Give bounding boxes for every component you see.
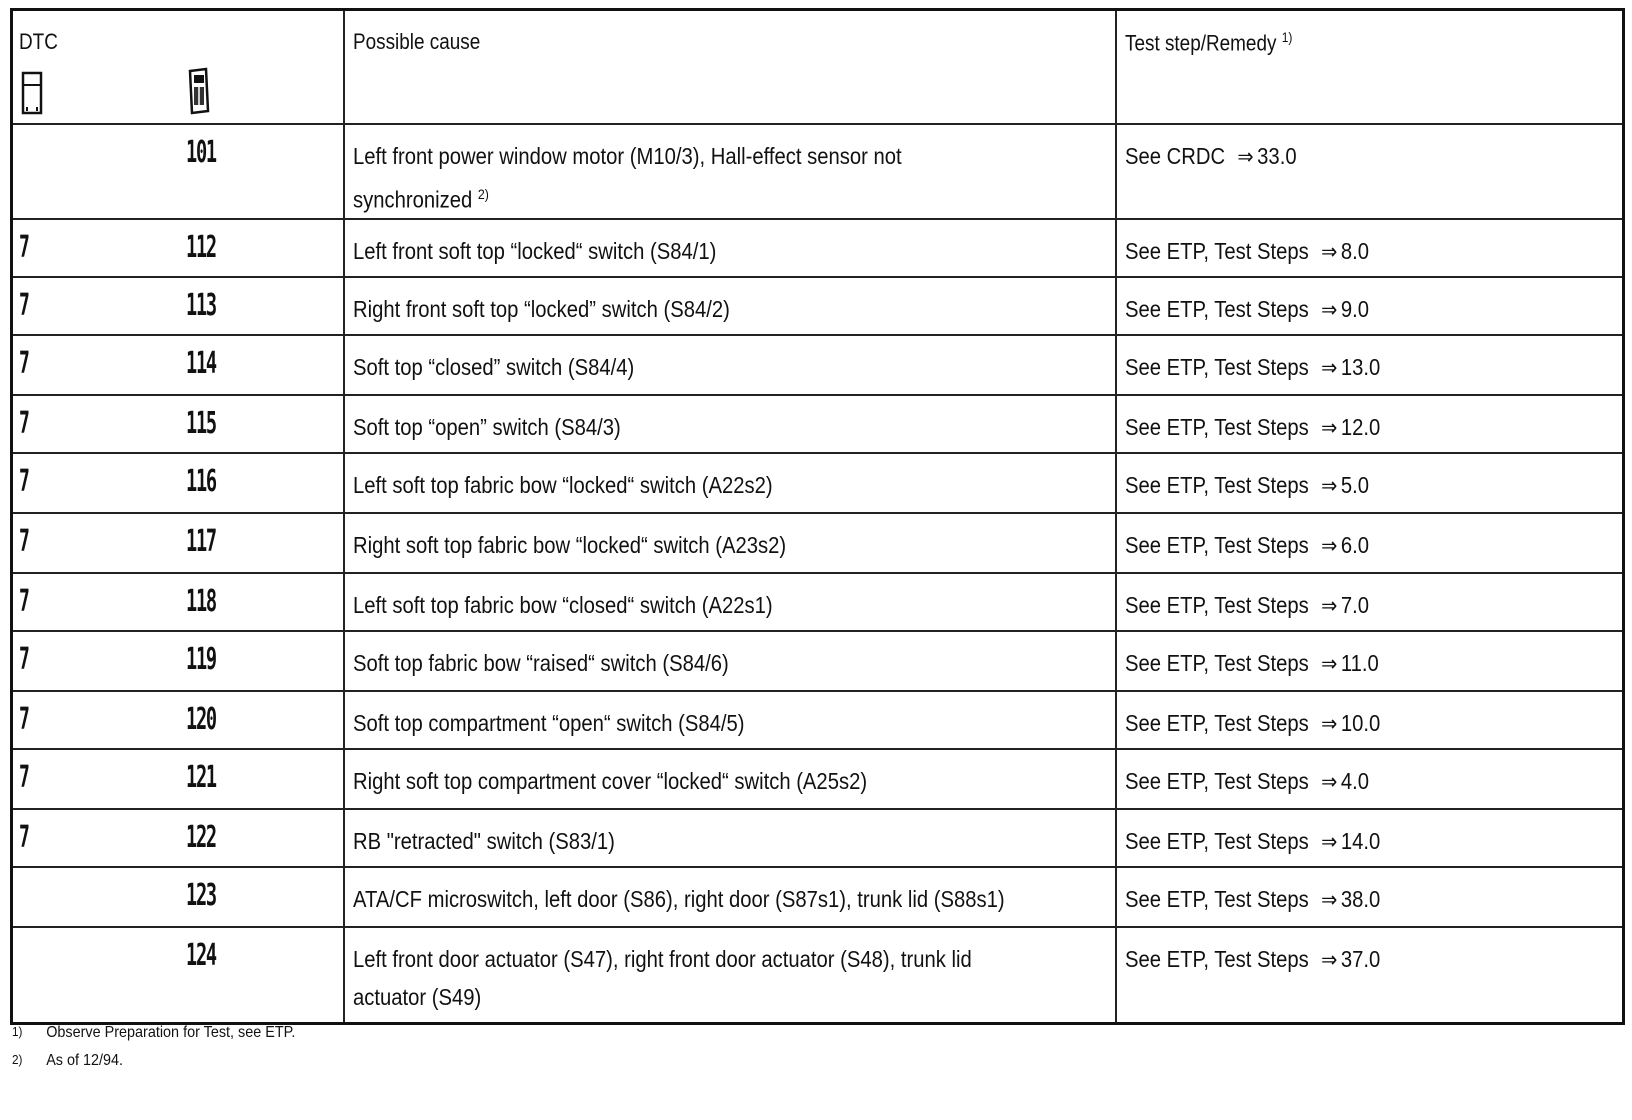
arrow-right-icon: ⇒	[1320, 947, 1337, 973]
possible-cause-text	[353, 704, 1103, 742]
led-cell	[12, 867, 172, 927]
cause-line-2: actuator (S49)	[352, 984, 481, 1011]
table-row	[12, 335, 1624, 395]
table-row	[12, 927, 1624, 1023]
table-row	[12, 809, 1624, 867]
cause-cell	[344, 867, 1116, 927]
arrow-right-icon: ⇒	[1320, 829, 1337, 855]
remedy-cell	[1116, 631, 1624, 691]
remedy-text: See ETP, Test Steps	[1124, 710, 1309, 737]
dtc-code: 120	[185, 702, 216, 738]
possible-cause-text	[353, 940, 1103, 1016]
cause-line-1: Left front door actuator (S47), right front door actuator (S48), trunk lid	[352, 946, 972, 973]
dtc-code-cell	[172, 513, 344, 573]
remedy-cell	[1116, 573, 1624, 631]
test-step-number: 10.0	[1340, 710, 1380, 737]
remedy-cell	[1116, 219, 1624, 277]
arrow-right-icon: ⇒	[1320, 297, 1337, 323]
dtc-code-cell	[172, 219, 344, 277]
cause-cell	[344, 277, 1116, 335]
cause-cell	[344, 124, 1116, 220]
dtc-code: 119	[185, 642, 216, 678]
test-step-number: 11.0	[1340, 650, 1379, 677]
test-step-number: 5.0	[1340, 472, 1369, 499]
arrow-right-icon: ⇒	[1236, 143, 1254, 169]
remedy-cell	[1116, 124, 1624, 220]
table-row	[12, 513, 1624, 573]
table-header-row	[12, 10, 1624, 124]
table-row	[12, 691, 1624, 749]
led-cell	[12, 124, 172, 220]
led-blink-code: 7	[19, 288, 30, 324]
led-cell	[12, 573, 172, 631]
ecu-module-icon	[21, 71, 43, 115]
remedy-text: See ETP, Test Steps	[1124, 532, 1309, 559]
header-cause-cell	[344, 10, 1116, 124]
led-blink-code: 7	[19, 642, 30, 678]
cause-line-1: Left front soft top “locked“ switch (S84/1)	[352, 238, 716, 265]
handheld-tester-icon	[186, 67, 212, 115]
cause-line-1: Left front power window motor (M10/3), Hall-effect sensor not	[352, 142, 902, 169]
remedy-cell	[1116, 867, 1624, 927]
cause-cell	[344, 809, 1116, 867]
cause-line-1: Soft top “closed” switch (S84/4)	[352, 354, 634, 381]
possible-cause-text	[353, 586, 1103, 624]
dtc-code: 118	[185, 584, 216, 620]
table-row	[12, 867, 1624, 927]
dtc-code-cell	[172, 453, 344, 513]
remedy-cell	[1116, 749, 1624, 809]
arrow-right-icon: ⇒	[1320, 769, 1337, 795]
possible-cause-text	[353, 880, 1103, 918]
cause-line-1: Soft top compartment “open“ switch (S84/5)	[352, 710, 744, 737]
cause-cell	[344, 927, 1116, 1023]
dtc-code: 115	[185, 406, 216, 442]
led-blink-code: 7	[19, 464, 30, 500]
remedy-text: See ETP, Test Steps	[1124, 414, 1309, 441]
remedy-text: See ETP, Test Steps	[1124, 296, 1309, 323]
remedy-text: See ETP, Test Steps	[1124, 828, 1309, 855]
table-row	[12, 219, 1624, 277]
remedy-cell	[1116, 277, 1624, 335]
remedy-text: See ETP, Test Steps	[1124, 768, 1309, 795]
test-step-number: 38.0	[1340, 886, 1380, 913]
led-cell	[12, 927, 172, 1023]
dtc-code: 124	[185, 938, 216, 974]
remedy-text: See ETP, Test Steps	[1124, 472, 1309, 499]
cause-cell	[344, 513, 1116, 573]
led-cell	[12, 809, 172, 867]
possible-cause-text	[353, 290, 1103, 328]
cause-line-1: Left soft top fabric bow “locked“ switch (A22s2)	[352, 472, 773, 499]
cause-line-1: RB "retracted" switch (S83/1)	[352, 828, 615, 855]
cause-line-1: Soft top “open” switch (S84/3)	[352, 414, 621, 441]
dtc-code: 122	[185, 820, 216, 856]
dtc-code-cell	[172, 335, 344, 395]
cause-cell	[344, 573, 1116, 631]
header-remedy-label: Test step/Remedy	[1124, 30, 1276, 56]
header-tester-cell	[172, 10, 344, 124]
cause-line-1: Right front soft top “locked” switch (S84/2)	[352, 296, 730, 323]
dtc-code-cell	[172, 927, 344, 1023]
test-step-number: 6.0	[1340, 532, 1369, 559]
footnote-1-number: 1)	[12, 1024, 23, 1039]
arrow-right-icon: ⇒	[1320, 651, 1337, 677]
header-dtc-label: DTC	[19, 29, 58, 54]
possible-cause-text	[353, 822, 1103, 860]
cause-footnote-ref: 2)	[477, 185, 489, 202]
dtc-code: 121	[185, 760, 216, 796]
possible-cause-text	[353, 762, 1103, 800]
header-possible-cause: Possible cause	[352, 29, 480, 54]
footnote-2-number: 2)	[12, 1052, 23, 1067]
possible-cause-text	[353, 348, 1103, 386]
possible-cause-text	[353, 137, 1103, 219]
possible-cause-text	[353, 466, 1103, 504]
remedy-text: See ETP, Test Steps	[1124, 238, 1309, 265]
cause-cell	[344, 453, 1116, 513]
led-cell	[12, 691, 172, 749]
possible-cause-text	[353, 408, 1103, 446]
remedy-cell	[1116, 809, 1624, 867]
cause-line-2: synchronized	[352, 186, 472, 213]
led-cell	[12, 631, 172, 691]
arrow-right-icon: ⇒	[1320, 887, 1337, 913]
table-row	[12, 453, 1624, 513]
dtc-code-cell	[172, 749, 344, 809]
cause-line-1: ATA/CF microswitch, left door (S86), right door (S87s1), trunk lid (S88s1)	[352, 886, 1005, 913]
table-row	[12, 277, 1624, 335]
table-body	[12, 124, 1624, 1024]
dtc-code: 116	[185, 464, 216, 500]
test-step-number: 9.0	[1340, 296, 1369, 323]
remedy-text: See CRDC	[1124, 142, 1225, 169]
led-cell	[12, 335, 172, 395]
test-step-number: 13.0	[1340, 354, 1380, 381]
cause-line-1: Soft top fabric bow “raised“ switch (S84/6)	[352, 650, 729, 677]
dtc-code: 114	[185, 346, 216, 382]
remedy-cell	[1116, 395, 1624, 453]
cause-cell	[344, 631, 1116, 691]
possible-cause-text	[353, 232, 1103, 270]
dtc-code: 113	[185, 288, 216, 324]
test-step-number: 7.0	[1340, 592, 1369, 619]
dtc-code-cell	[172, 809, 344, 867]
header-remedy-cell	[1116, 10, 1624, 124]
test-step-number: 12.0	[1340, 414, 1380, 441]
remedy-text: See ETP, Test Steps	[1124, 650, 1309, 677]
remedy-cell	[1116, 691, 1624, 749]
table-row	[12, 124, 1624, 220]
led-cell	[12, 219, 172, 277]
cause-line-1: Right soft top compartment cover “locked“ switch (A25s2)	[352, 768, 867, 795]
led-blink-code: 7	[19, 230, 30, 266]
possible-cause-text	[353, 526, 1103, 564]
header-dtc-cell	[12, 10, 172, 124]
remedy-cell	[1116, 927, 1624, 1023]
dtc-code: 112	[185, 230, 216, 266]
led-blink-code: 7	[19, 820, 30, 856]
possible-cause-text	[353, 644, 1103, 682]
footnote-1-text: Observe Preparation for Test, see ETP.	[46, 1024, 296, 1041]
dtc-code: 123	[185, 878, 216, 914]
cause-cell	[344, 395, 1116, 453]
dtc-code-cell	[172, 691, 344, 749]
dtc-code-cell	[172, 124, 344, 220]
led-blink-code: 7	[19, 584, 30, 620]
cause-line-1: Right soft top fabric bow “locked“ switch (A23s2)	[352, 532, 786, 559]
dtc-code-cell	[172, 573, 344, 631]
remedy-text: See ETP, Test Steps	[1124, 886, 1309, 913]
footnote-2-text: As of 12/94.	[46, 1052, 124, 1069]
remedy-text: See ETP, Test Steps	[1124, 592, 1309, 619]
test-step-number: 33.0	[1256, 142, 1297, 169]
remedy-text: See ETP, Test Steps	[1124, 946, 1309, 973]
dtc-table	[10, 8, 1625, 1025]
dtc-code-cell	[172, 867, 344, 927]
dtc-code-cell	[172, 277, 344, 335]
header-remedy-note: 1)	[1281, 29, 1292, 45]
dtc-code: 117	[185, 524, 216, 560]
remedy-cell	[1116, 335, 1624, 395]
test-step-number: 8.0	[1340, 238, 1369, 265]
footnote-1	[12, 1024, 295, 1042]
cause-cell	[344, 749, 1116, 809]
test-step-number: 37.0	[1340, 946, 1380, 973]
header-remedy	[1125, 29, 1292, 56]
arrow-right-icon: ⇒	[1320, 533, 1337, 559]
cause-cell	[344, 335, 1116, 395]
footnote-2	[12, 1052, 123, 1070]
dtc-code: 101	[185, 134, 216, 170]
led-blink-code: 7	[19, 760, 30, 796]
dtc-code-cell	[172, 395, 344, 453]
table-row	[12, 395, 1624, 453]
test-step-number: 4.0	[1340, 768, 1369, 795]
arrow-right-icon: ⇒	[1320, 239, 1337, 265]
cause-line-1: Left soft top fabric bow “closed“ switch (A22s1)	[352, 592, 773, 619]
dtc-code-cell	[172, 631, 344, 691]
led-cell	[12, 749, 172, 809]
arrow-right-icon: ⇒	[1320, 593, 1337, 619]
led-cell	[12, 395, 172, 453]
table-row	[12, 631, 1624, 691]
led-blink-code: 7	[19, 406, 30, 442]
led-blink-code: 7	[19, 524, 30, 560]
remedy-cell	[1116, 453, 1624, 513]
table-row	[12, 573, 1624, 631]
led-cell	[12, 453, 172, 513]
remedy-cell	[1116, 513, 1624, 573]
table-row	[12, 749, 1624, 809]
arrow-right-icon: ⇒	[1320, 355, 1337, 381]
arrow-right-icon: ⇒	[1320, 473, 1337, 499]
led-blink-code: 7	[19, 346, 30, 382]
arrow-right-icon: ⇒	[1320, 711, 1337, 737]
led-cell	[12, 513, 172, 573]
arrow-right-icon: ⇒	[1320, 415, 1337, 441]
remedy-text: See ETP, Test Steps	[1124, 354, 1309, 381]
led-cell	[12, 277, 172, 335]
led-blink-code: 7	[19, 702, 30, 738]
dtc-table-sheet	[10, 8, 1622, 1068]
cause-cell	[344, 219, 1116, 277]
test-step-number: 14.0	[1340, 828, 1380, 855]
cause-cell	[344, 691, 1116, 749]
